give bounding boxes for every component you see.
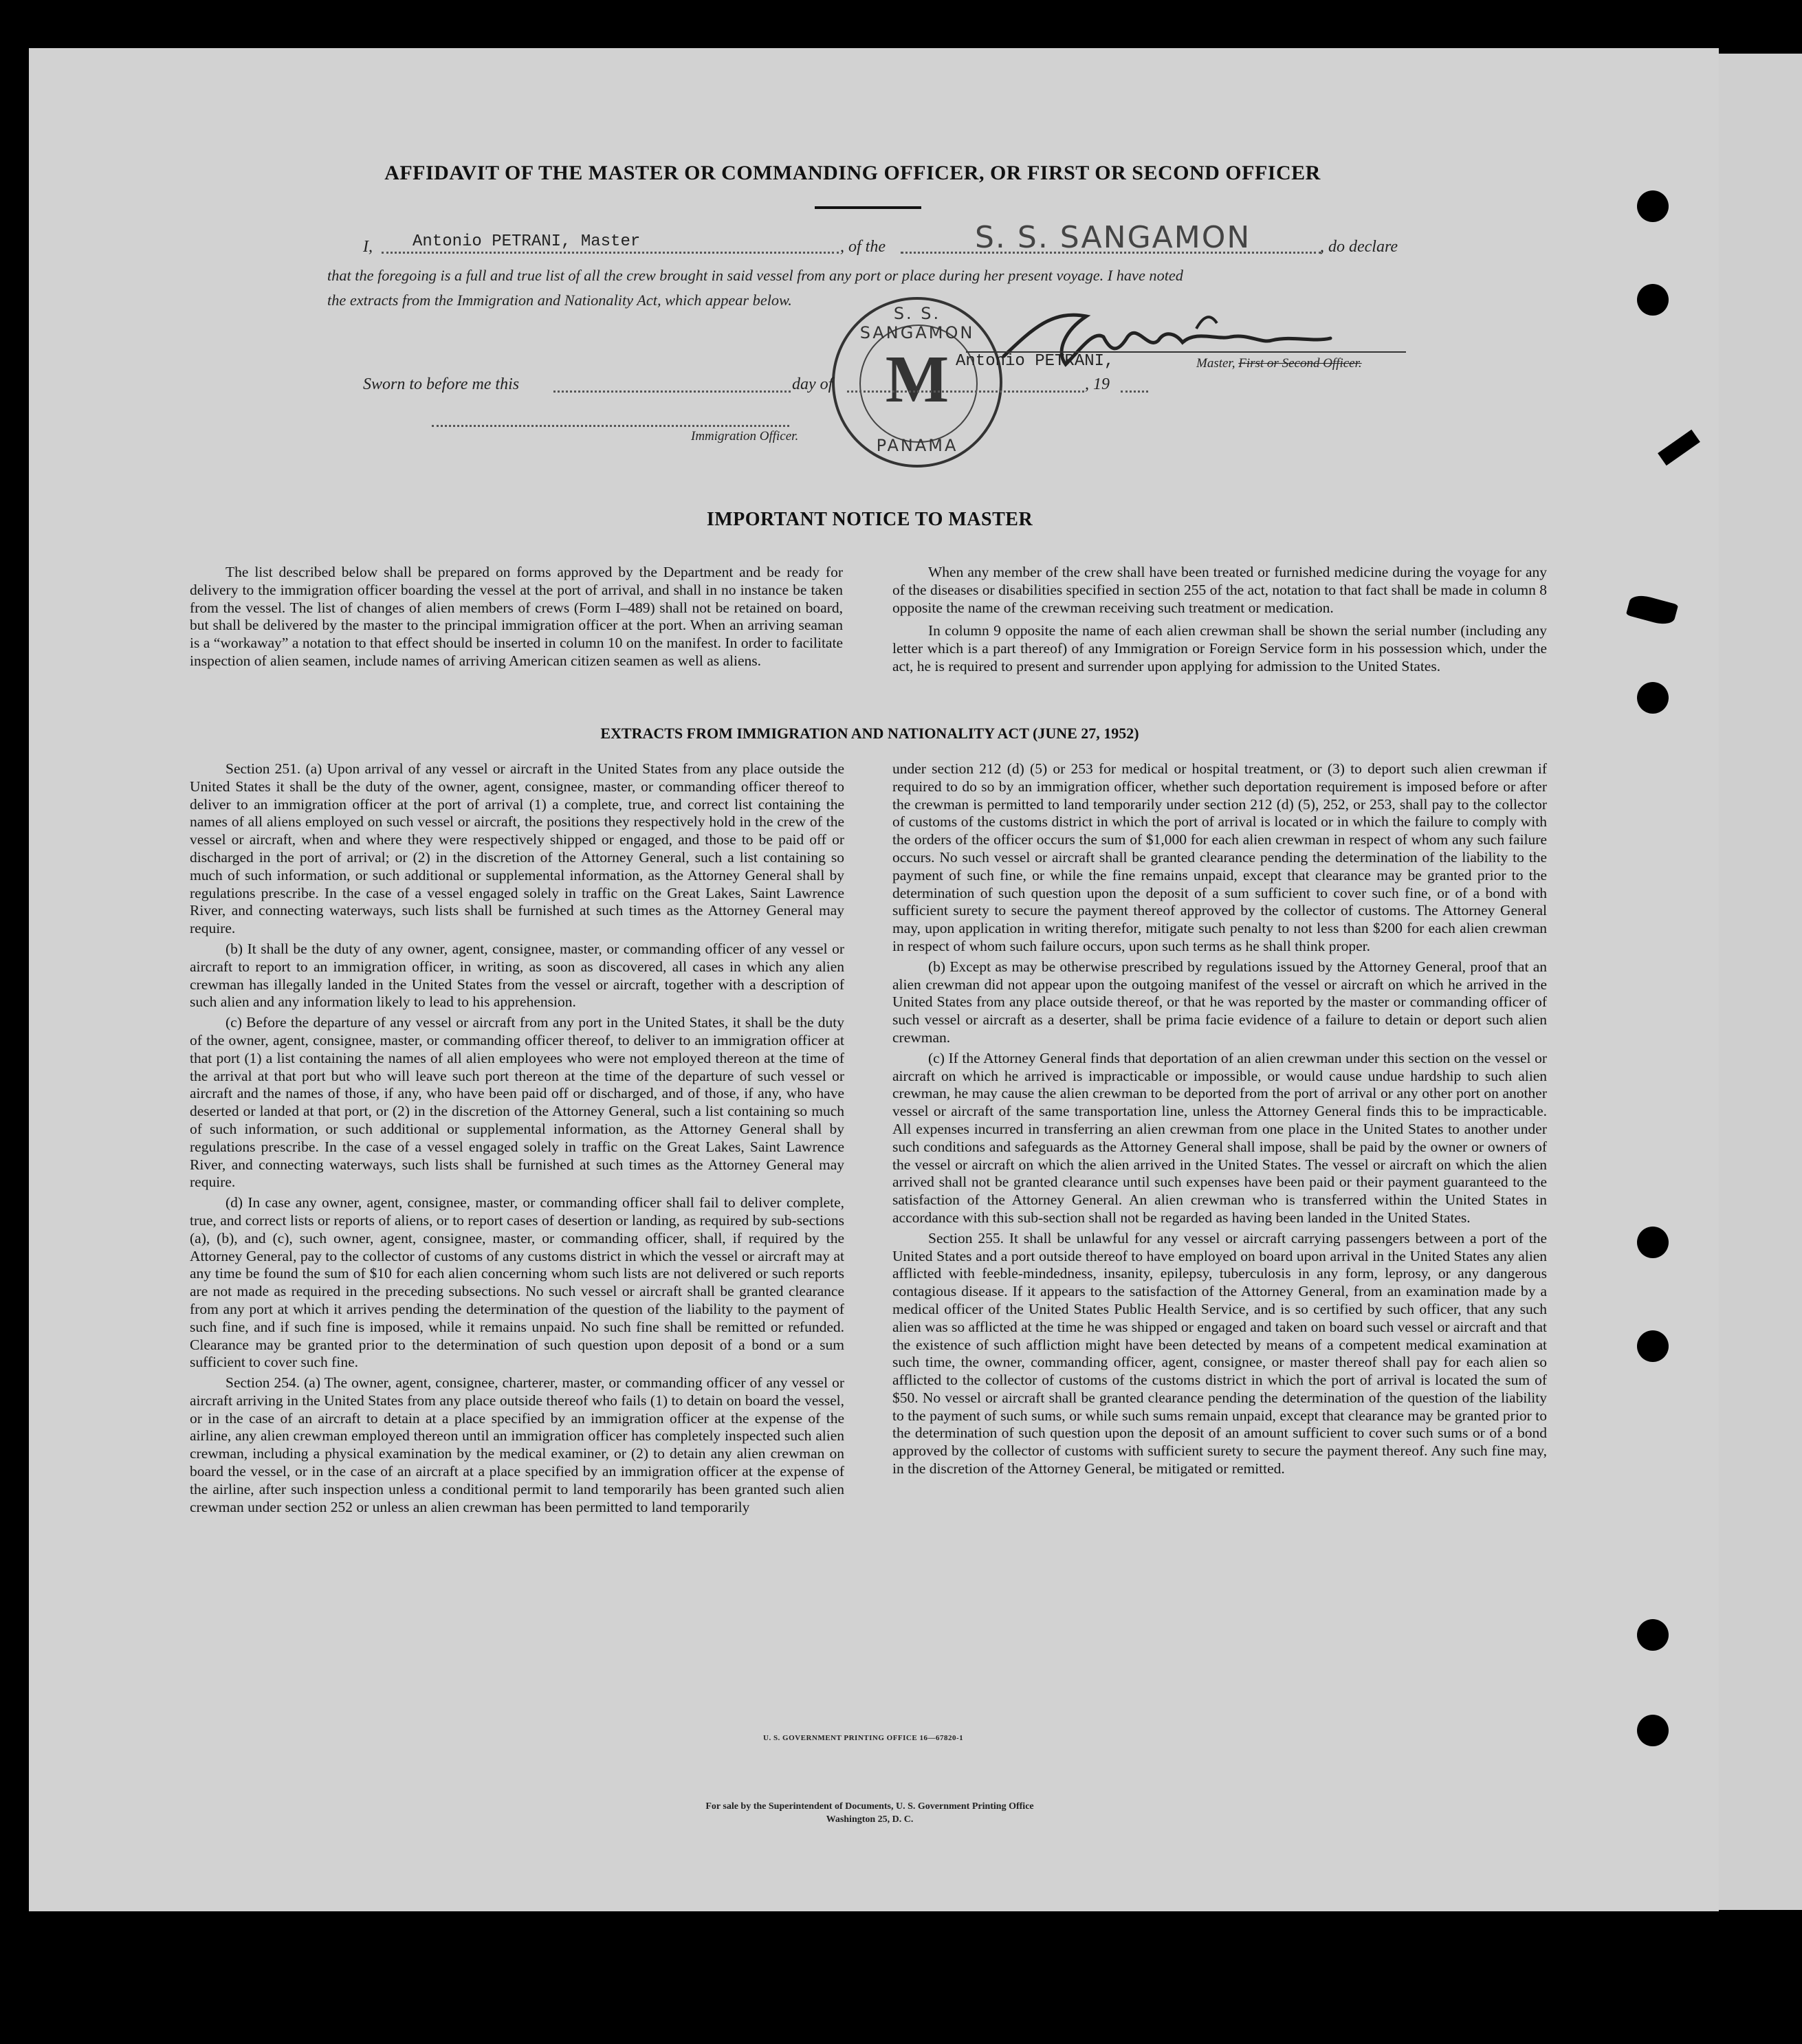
sworn-year-line — [1121, 391, 1148, 393]
page-edge — [1719, 54, 1802, 1910]
notice-paragraph: When any member of the crew shall have been treated or furnished medicine during the voyage for any of the diseases or disabilities specified in section 255 of the act, notation to that fact shall be made in column 8 opposite the name of the crewman receiving such treatment or medication. — [892, 564, 1547, 616]
extract-paragraph: Section 251. (a) Upon arrival of any vessel or aircraft in the United States from any place outside the United States it shall be the duty of the owner, agent, consignee, master, or commanding officer thereof to deliver to an immigration officer at the port of arrival (1) a complete, true, and correct list containing the names of all aliens employed on such vessel or aircraft, the positions they respectively hold in the crew of the vessel or aircraft, when and where they were respectively shipped or engaged, and those to be paid off or discharged in the port of arrival; or (2) in the discretion of the Attorney General, such a list containing so much of such information, or such additional or supplemental information, as the Attorney General shall by regulations prescribe. In the case of a vessel engaged solely in traffic on the Great Lakes, Saint Lawrence River, and connecting waterways, such lists shall be furnished at such times as the Attorney General may require. — [190, 760, 844, 937]
declarant-name: Antonio PETRANI, Master — [413, 232, 641, 251]
master-role — [1196, 356, 1362, 371]
binder-hole — [1637, 1619, 1669, 1651]
extracts-left-column — [190, 760, 844, 1516]
year-label: , 19 — [1085, 375, 1110, 393]
ship-seal-stamp — [832, 297, 1002, 468]
seal-top-text: S. S. SANGAMON — [859, 304, 975, 342]
declarant-line — [382, 252, 839, 254]
printer-imprint: U. S. GOVERNMENT PRINTING OFFICE 16—67820-1 — [763, 1734, 964, 1742]
vessel-name: S. S. SANGAMON — [975, 220, 1251, 255]
binder-hole — [1637, 1330, 1669, 1362]
notice-paragraph: In column 9 opposite the name of each alien crewman shall be shown the serial number (including any letter which is a part thereof) of any Immigration or Foreign Service form in his possession which, under the act, he is required to present and surrender upon applying for admission to the United States. — [892, 622, 1547, 674]
day-of-label: day of — [792, 375, 833, 393]
title-rule — [815, 206, 921, 209]
sworn-day-line — [553, 391, 791, 393]
affidavit-title: AFFIDAVIT OF THE MASTER OR COMMANDING OFFICER, OR FIRST OR SECOND OFFICER — [384, 162, 1321, 184]
officer-signature-line — [432, 425, 789, 427]
immigration-officer-label: Immigration Officer. — [691, 429, 799, 443]
notice-right-column — [892, 564, 1547, 676]
extract-paragraph: (b) Except as may be otherwise prescribed by regulations issued by the Attorney General, proof that an alien crewman did not appear upon the outgoing manifest of the vessel or aircraft on which he arrived in the United States from any place outside thereof, or that he was reported by the master or commanding officer of such vessel or aircraft as a deserter, shall be prima facie evidence of a failure to detain or deport such alien crewman. — [892, 958, 1547, 1046]
master-typed-name: Antonio PETRANI, — [956, 352, 1114, 371]
sworn-label: Sworn to before me this — [363, 375, 520, 393]
binder-hole — [1637, 682, 1669, 714]
seal-letter: M — [885, 342, 949, 417]
notice-paragraph: The list described below shall be prepared on forms approved by the Department and be ready for delivery to the immigration officer boarding the vessel at the port of arrival, and shall in no instance be taken from the vessel. The list of changes of alien members of crews (Form I–489) shall not be retained on board, but shall be delivered by the master to the principal immigration officer at the port. When an arriving seaman is a “workaway” a notation to that effect should be inserted in column 10 on the manifest. In order to facilitate inspection of alien seamen, include names of arriving American citizen seamen as well as aliens. — [190, 564, 843, 669]
vessel-line — [901, 252, 1321, 254]
binder-hole — [1637, 1715, 1669, 1746]
of-the-label: , of the — [840, 238, 886, 256]
extract-paragraph: (b) It shall be the duty of any owner, agent, consignee, master, or commanding officer of any vessel or aircraft to report to an immigration officer, in writing, as soon as discovered, all cases in which any alien crewman has illegally landed in the United States from the vessel or aircraft, together with a description of such alien and any information likely to lead to his apprehension. — [190, 940, 844, 1011]
binder-hole — [1637, 190, 1669, 222]
extract-paragraph: Section 255. It shall be unlawful for any vessel or aircraft carrying passengers between a port of the United States and a port outside thereof to have employed on board upon arrival in the United States any alien afflicted with feeble-mindedness, insanity, epilepsy, tuberculosis in any form, leprosy, or any dangerous contagious disease. If it appears to the satisfaction of the Attorney General, from an examination made by a medical officer of the United States Public Health Service, and is so certified by such officer, that any such alien was so afflicted at the time he was shipped or engaged and taken on board such vessel or aircraft and that the existence of such affliction might have been detected by means of a competent medical examination at such time, the owner, commanding officer, agent, consignee, or master thereof shall pay for each alien so afflicted to the collector of customs of the customs district in which the port of arrival is located the sum of $50. No vessel or aircraft shall be granted clearance pending the determination of the question of the liability to the payment of such sums, or while such sums remain unpaid, except that clearance may be granted prior to the determination of such question upon the deposit of an amount sufficient to cover such sums or of a bond approved by the collector of customs with sufficient surety to secure the payment thereof. Any such fine may, in the discretion of the Attorney General, be mitigated or remitted. — [892, 1229, 1547, 1477]
extracts-right-column — [892, 760, 1547, 1478]
extract-paragraph: (c) Before the departure of any vessel or aircraft from any port in the United States, it shall be the duty of the owner, agent, consignee, master, or commanding officer thereof, to deliver to an immigration officer at that port (1) a list containing the names of all alien employees who were not employed thereon at the time of the arrival at that port but who will leave such port thereon at the time of the departure of such vessel or aircraft and the names of those, if any, who have been paid off or discharged, and of those, if any, who have deserted or landed at that port, or (2) in the discretion of the Attorney General, such a list containing so much of such information, or such additional or supplemental information, as the Attorney General shall by regulations prescribe. In the case of a vessel engaged solely in traffic on the Great Lakes, Saint Lawrence River, and connecting waterways, such lists shall be furnished at such times as the Attorney General may require. — [190, 1014, 844, 1191]
extract-paragraph: Section 254. (a) The owner, agent, consignee, charterer, master, or commanding officer of any vessel or aircraft arriving in the United States from any place outside thereof who fails (1) to detain on board the vessel, or in the case of an aircraft to detain at a place specified by an immigration officer at the expense of the airline, any alien crewman employed thereon until an immigration officer has completely inspected such alien crewman, including a physical examination by the medical examiner, or (2) to detain any alien crewman on board the vessel, or in the case of an aircraft at a place specified by an immigration officer at the expense of the airline, after such inspection unless a conditional permit to land temporarily has been granted such alien crewman under section 252 or unless an alien crewman has been permitted to land temporarily — [190, 1374, 844, 1515]
sale-line: For sale by the Superintendent of Documents, U. S. Government Printing Office — [705, 1801, 1034, 1812]
binder-hole — [1637, 1227, 1669, 1258]
sale-notice — [0, 1800, 1739, 1826]
extract-paragraph: under section 212 (d) (5) or 253 for medical or hospital treatment, or (3) to deport such alien crewman if required to do so by an immigration officer, whether such deportation requirement is imposed before or after the crewman is permitted to land temporarily under section 212 (d) (5), 252, or 253, shall pay to the collector of customs of the customs district in which the port of arrival is located or in which the failure to comply with the orders of the officer occurs the sum of $1,000 for each alien crewman in respect of whom any such failure occurs. No such vessel or aircraft shall be granted clearance pending the determination of the liability to the payment of such fine, or while the fine remains unpaid, except that clearance may be granted prior to the determination of such question upon the deposit of a sum sufficient to cover such fine, or of a bond with sufficient surety to secure the payment thereof approved by the collector of customs. The Attorney General may, upon application in writing therefor, mitigate such penalty to not less than $200 for each alien crewman in respect of whom such failure occurs, upon such terms as he shall think proper. — [892, 760, 1547, 954]
affidavit-statement-cont: the extracts from the Immigration and Nationality Act, which appear below. — [327, 292, 792, 309]
sworn-month-line — [847, 391, 1084, 393]
extracts-title: EXTRACTS FROM IMMIGRATION AND NATIONALITY ACT (JUNE 27, 1952) — [600, 725, 1139, 742]
role-struck-officer: First or Second Officer. — [1238, 356, 1362, 371]
notice-left-column — [190, 564, 843, 670]
extract-paragraph: (d) In case any owner, agent, consignee, master, or commanding officer shall fail to deliver complete, true, and correct lists or reports of aliens, or to report cases of desertion or landing, as required by sub-sections (a), (b), and (c), such owner, agent, consignee, master, or commanding officer, shall, if required by the Attorney General, pay to the collector of customs of any customs district in which the vessel or aircraft may at any time be found the sum of $10 for each alien concerning whom such lists are not delivered or such reports are not made as required in the preceding subsections. No such vessel or aircraft shall be granted clearance from any port at which it arrives pending the determination of the question of the liability to the payment of such fine, and if such fine is imposed, while it remains unpaid. No such fine shall be remitted or refunded. Clearance may be granted prior to the determination of such question upon deposit of a bond or a sum sufficient to cover such fine. — [190, 1194, 844, 1371]
sale-line: Washington 25, D. C. — [826, 1814, 914, 1825]
binder-hole — [1637, 284, 1669, 316]
declarant-prefix: I, — [363, 238, 373, 256]
seal-bottom-text: PANAMA — [876, 436, 958, 455]
affidavit-statement: that the foregoing is a full and true list of all the crew brought in said vessel from any port or place during her present voyage. I have noted — [327, 267, 1183, 284]
do-declare-label: , do declare — [1320, 238, 1398, 256]
role-master: Master, — [1196, 356, 1235, 371]
notice-title: IMPORTANT NOTICE TO MASTER — [706, 509, 1033, 530]
extract-paragraph: (c) If the Attorney General finds that deportation of an alien crewman under this section on the vessel or aircraft on which he arrived is impracticable or impossible, or would cause undue hardship to such alien crewman, he may cause the alien crewman to be deported from the port of arrival or any other port on another vessel or aircraft of the same transportation line, unless the Attorney General finds this to be impracticable. All expenses incurred in transferring an alien crewman from one place in the United States to another under such conditions and safeguards as the Attorney General shall impose, shall be paid by the owner or owners of the vessel or aircraft on which the alien arrived in the United States. The vessel or aircraft on which the alien arrived shall not be granted clearance until such expenses have been paid or their payment guaranteed to the satisfaction of the Attorney General. An alien crewman who is transferred within the United States in accordance with this sub-section shall not be regarded as having been landed in the United States. — [892, 1049, 1547, 1226]
